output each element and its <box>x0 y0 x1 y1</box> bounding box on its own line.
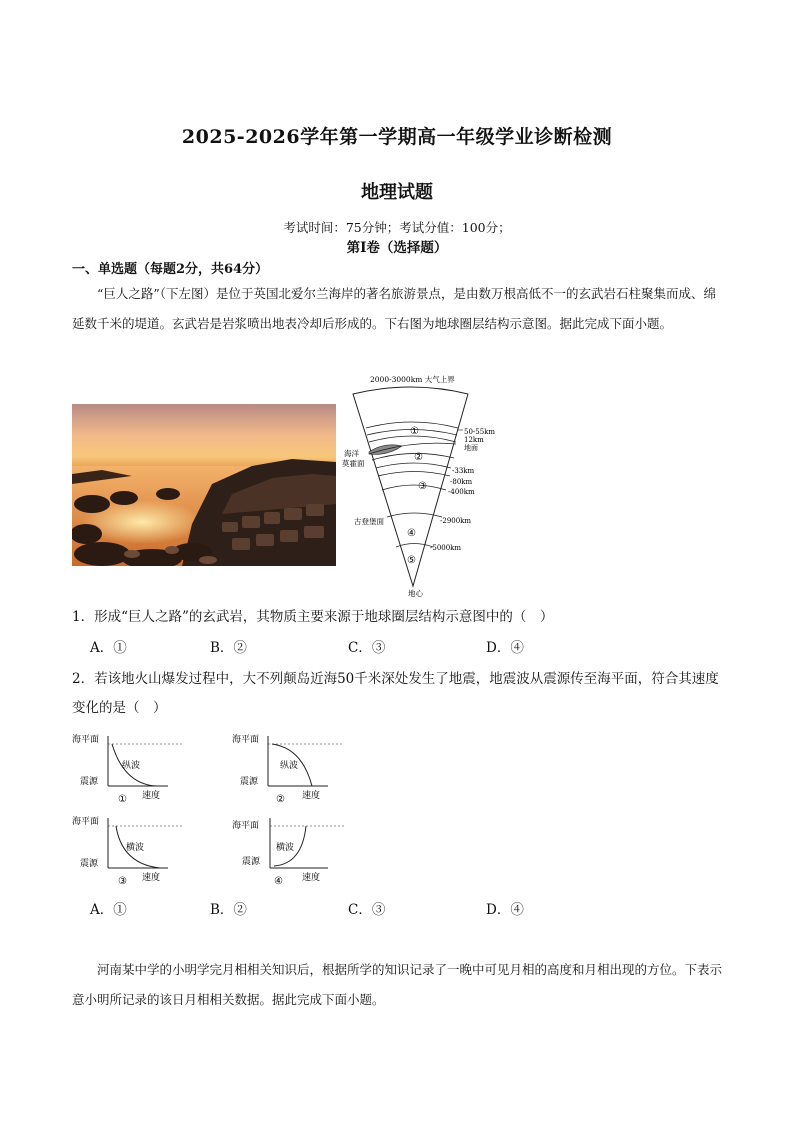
core-center-label: 地心 <box>408 589 423 598</box>
graph-4-number: ④ <box>274 876 283 886</box>
passage-2: 河南某中学的小明学完月相相关知识后，根据所学的知识记录了一晚中可见月相的高度和月相出现的方位。下表示意小明所记录的该日月相相关数据。据此完成下面小题。 <box>72 962 723 1007</box>
giants-causeway-photo <box>72 404 336 566</box>
subject-title: 地理试题 <box>361 182 433 203</box>
q1-option-a[interactable]: A．① <box>90 640 127 656</box>
graph-4-wave-label: 横波 <box>276 843 295 853</box>
layer-2-label: ② <box>414 452 423 463</box>
graph-3-wave-label: 横波 <box>126 843 145 853</box>
depth-label-2: 12km <box>464 436 484 444</box>
q2-option-d[interactable]: D．④ <box>486 902 524 918</box>
section-heading: 一、单选题（每题2分，共64分） <box>72 262 269 277</box>
volume-title: 第Ⅰ卷（选择题） <box>346 240 448 256</box>
graph-2-bottom-label: 震源 <box>240 777 259 787</box>
question-1-stem: 1．形成“巨人之路”的玄武岩，其物质主要来源于地球圈层结构示意图中的（ ） <box>72 609 554 625</box>
q1-option-b[interactable]: B．② <box>210 640 247 656</box>
graph-3-axis-label: 速度 <box>142 873 161 883</box>
graph-2-wave-label: 纵波 <box>280 761 299 771</box>
q1-option-d[interactable]: D．④ <box>486 640 524 656</box>
ocean-label: 海洋 <box>344 449 359 458</box>
graph-3-top-label: 海平面 <box>72 817 100 827</box>
layer-5-label: ⑤ <box>407 555 416 566</box>
layer-3-label: ③ <box>418 481 427 492</box>
depth-label-1: 50-55km <box>464 428 496 436</box>
q2-option-b[interactable]: B．② <box>210 902 247 918</box>
graph-1-axis-label: 速度 <box>142 791 161 801</box>
graph-3-bottom-label: 震源 <box>80 859 99 869</box>
graph-1-number: ① <box>118 794 127 804</box>
graph-1-bottom-label: 震源 <box>80 777 99 787</box>
depth-label-4: -33km <box>452 467 475 475</box>
q1-option-c[interactable]: C．③ <box>348 640 386 656</box>
graph-2-top-label: 海平面 <box>232 735 260 745</box>
layer-1-label: ① <box>410 426 419 437</box>
depth-label-6: -400km <box>448 488 475 496</box>
graph-2-axis-label: 速度 <box>302 791 321 801</box>
depth-label-8: -5000km <box>430 544 462 552</box>
graph-4-axis-label: 速度 <box>302 873 321 883</box>
graph-4-bottom-label: 震源 <box>242 857 261 867</box>
q2-option-a[interactable]: A．① <box>90 902 127 918</box>
depth-label-3: 地面 <box>464 444 478 452</box>
q2-option-c[interactable]: C．③ <box>348 902 386 918</box>
depth-label-7: -2900km <box>440 517 472 525</box>
earth-layer-diagram <box>336 372 516 600</box>
gutenberg-label: 古登堡面 <box>354 517 384 526</box>
graph-1-wave-label: 纵波 <box>122 761 141 771</box>
question-1-options <box>90 636 690 658</box>
exam-meta: 考试时间：75分钟；考试分值：100分； <box>283 220 511 235</box>
wave-graph-1 <box>72 728 192 804</box>
wave-graph-4 <box>232 810 352 886</box>
passage-1: “巨人之路”（下左图）是位于英国北爱尔兰海岸的著名旅游景点，是由数万根高低不一的玄武岩石柱聚集而成、绵延数千米的堤道。玄武岩是岩浆喷出地表冷却后形成的。下右图为地球圈层结构示意图。据此完成下面小题。 <box>72 286 717 331</box>
diagram-top-label: 2000-3000km 大气上界 <box>370 375 455 384</box>
graph-4-top-label: 海平面 <box>232 821 260 831</box>
graph-1-top-label: 海平面 <box>72 735 100 745</box>
exam-title: 2025-2026学年第一学期高一年级学业诊断检测 <box>181 126 613 148</box>
depth-label-5: -80km <box>450 478 473 486</box>
question-2-options <box>90 898 690 920</box>
moho-label: 莫霍面 <box>342 459 365 468</box>
question-2-stem: 2．若该地火山爆发过程中，大不列颠岛近海50千米深处发生了地震，地震波从震源传至海平面，符合其速度变化的是（ ） <box>72 671 719 716</box>
layer-4-label: ④ <box>407 528 416 539</box>
wave-graph-3 <box>72 810 192 886</box>
wave-graph-2 <box>232 728 352 804</box>
graph-2-number: ② <box>276 794 285 804</box>
graph-3-number: ③ <box>118 876 127 886</box>
